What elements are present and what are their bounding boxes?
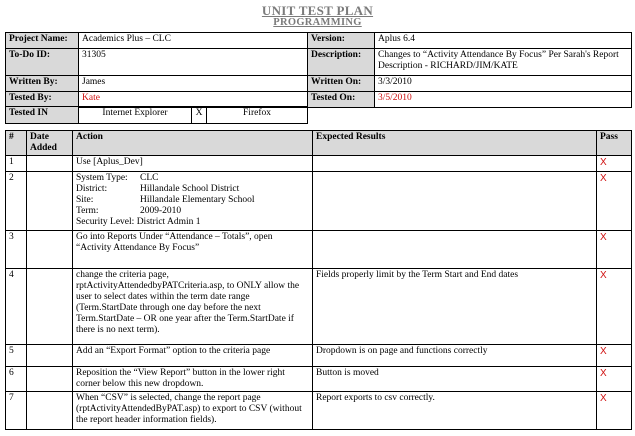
row-date [27,156,73,172]
row-date [27,231,73,269]
tested-on-label: Tested On: [308,92,375,108]
row-expected [313,156,597,172]
row-action: Reposition the “View Report” button in the lower right corner below this new dropdown. [73,367,313,392]
version-value: Aplus 6.4 [375,33,632,49]
col-pass: Pass [597,131,632,156]
row-num: 4 [6,269,27,345]
row-expected: Fields properly limit by the Term Start and End dates [313,269,597,345]
table-row [6,172,632,231]
row-num: 1 [6,156,27,172]
row-expected: Report exports to csv correctly. [313,392,597,430]
row-expected [313,231,597,269]
table-row [6,269,632,345]
row-pass: X [597,392,632,430]
test-steps-table [5,130,632,430]
version-label: Version: [308,33,375,49]
district-label: District: [76,184,108,194]
row-expected: Button is moved [313,367,597,392]
row-pass: X [597,269,632,345]
site-label: Site: [76,195,94,205]
row-pass: X [597,172,632,231]
written-on-label: Written On: [308,76,375,92]
description-label: Description: [308,49,375,76]
row-expected: Dropdown is on page and functions correctly [313,345,597,367]
row-date [27,392,73,430]
district-value: Hillandale School District [140,184,240,194]
table-row [6,231,632,269]
info-table [5,32,632,108]
row-num: 5 [6,345,27,367]
row-date [27,172,73,231]
description-value: Changes to “Activity Attendance By Focus” Per Sarah's Report Description - RICHARD/JIM/KATE [375,49,632,76]
sys-type-value: CLC [140,173,159,183]
row-pass: X [597,156,632,172]
row-action: Go into Reports Under “Attendance – Totals”, open “Activity Attendance By Focus” [73,231,313,269]
browser-ie: Internet Explorer [79,107,192,124]
row-pass: X [597,231,632,269]
row-expected [313,172,597,231]
doc-subtitle: PROGRAMMING [273,17,362,28]
row-date [27,367,73,392]
col-date: Date Added [27,131,73,156]
row-action: Use [Aplus_Dev] [73,156,313,172]
browser-firefox: Firefox [207,107,308,124]
row-pass: X [597,345,632,367]
table-row [6,392,632,430]
tested-by-label: Tested By: [6,92,79,108]
tested-in-label: Tested IN [6,107,79,124]
written-by-value: James [79,76,308,92]
row-num: 6 [6,367,27,392]
col-expected: Expected Results [313,131,597,156]
doc-title: UNIT TEST PLAN [261,3,374,18]
table-row [6,345,632,367]
col-action: Action [73,131,313,156]
sys-type-label: System Type: [76,173,128,183]
row-action-system-info [73,172,313,231]
row-num: 7 [6,392,27,430]
browser-ie-checkmark: X [192,107,207,124]
table-header-row [6,131,632,156]
security-label: Security Level: [76,217,135,227]
row-pass: X [597,367,632,392]
row-date [27,345,73,367]
tested-on-value: 3/5/2010 [375,92,632,108]
row-action: change the criteria page, rptActivityAttendedbyPATCriteria.asp, to ONLY allow the user to select dates within the term date range (Term.StartDate through one day before the next Term.StartDate – OR one year after the Term.StartDate if there is no next term). [73,269,313,345]
project-name-value: Academics Plus – CLC [79,33,308,49]
row-num: 2 [6,172,27,231]
table-row [6,156,632,172]
todo-value: 31305 [79,49,308,76]
tested-by-value: Kate [79,92,308,108]
row-action: Add an “Export Format” option to the criteria page [73,345,313,367]
written-on-value: 3/3/2010 [375,76,632,92]
todo-label: To-Do ID: [6,49,79,76]
term-label: Term: [76,206,99,216]
row-action: When “CSV” is selected, change the report page (rptActivityAttendedByPAT.asp) to export to CSV (without the report header information fields). [73,392,313,430]
row-date [27,269,73,345]
project-name-label: Project Name: [6,33,79,49]
site-value: Hillandale Elementary School [140,195,255,205]
written-by-label: Written By: [6,76,79,92]
security-value: District Admin 1 [136,217,201,227]
col-num: # [6,131,27,156]
term-value: 2009-2010 [140,206,182,216]
tested-in-spacer [308,107,632,124]
row-num: 3 [6,231,27,269]
table-row [6,367,632,392]
tested-in-table [5,106,632,124]
